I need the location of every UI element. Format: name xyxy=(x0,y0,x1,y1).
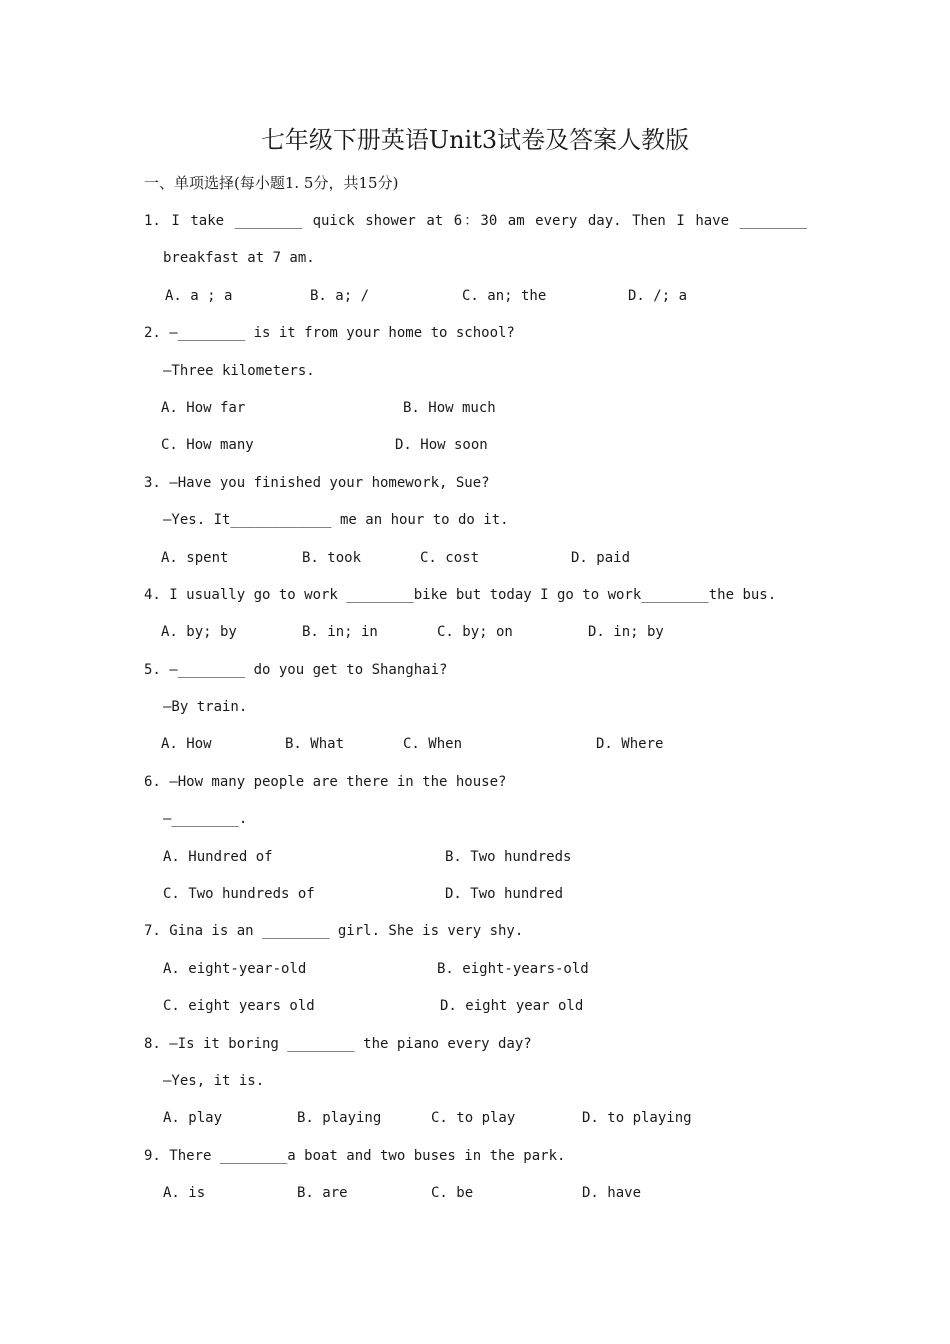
option-b: B. eight-years-old xyxy=(437,960,589,977)
question-6 xyxy=(0,769,950,806)
question-8 xyxy=(0,1031,950,1068)
question-stem: 7. Gina is an ________ girl. She is very shy. xyxy=(144,923,524,940)
options-row xyxy=(0,993,950,1030)
option-b: B. a; / xyxy=(310,287,370,304)
option-a: A. play xyxy=(163,1110,223,1127)
option-d: D. to playing xyxy=(582,1110,692,1127)
question-2 xyxy=(0,320,950,357)
option-c: C. to play xyxy=(431,1110,516,1127)
question-stem: 5. —________ do you get to Shanghai? xyxy=(144,661,448,678)
option-c: C. by; on xyxy=(437,624,513,641)
option-b: B. Two hundreds xyxy=(445,848,572,865)
option-a: A. a ; a xyxy=(165,287,233,304)
options-row xyxy=(0,956,950,993)
question-stem: 2. —________ is it from your home to school? xyxy=(144,325,515,342)
option-c: C. cost xyxy=(420,549,480,566)
option-a: A. eight-year-old xyxy=(163,960,307,977)
option-c: C. Two hundreds of xyxy=(163,886,315,903)
question-7 xyxy=(0,918,950,955)
question-reply: —By train. xyxy=(163,699,248,716)
option-c: C. When xyxy=(403,736,463,753)
option-a: A. How xyxy=(161,736,212,753)
option-b: B. in; in xyxy=(302,624,378,641)
options-row xyxy=(0,1180,950,1217)
question-4 xyxy=(0,582,950,619)
options-row xyxy=(0,1105,950,1142)
question-stem: 1. I take ________ quick shower at 6：30 am every day. Then I have ________ xyxy=(144,213,807,229)
option-c: C. an; the xyxy=(462,287,547,304)
options-row xyxy=(0,881,950,918)
option-a: A. spent xyxy=(161,549,229,566)
question-stem: 3. —Have you finished your homework, Sue? xyxy=(144,474,490,491)
options-row xyxy=(0,545,950,582)
option-d: D. paid xyxy=(571,549,631,566)
option-b: B. What xyxy=(285,736,345,753)
question-reply: —Yes, it is. xyxy=(163,1072,265,1089)
question-list xyxy=(0,208,950,1218)
page-title: 七年级下册英语Unit3试卷及答案人教版 xyxy=(260,126,690,154)
question-1 xyxy=(0,208,950,245)
options-row xyxy=(0,844,950,881)
options-row xyxy=(0,619,950,656)
question-stem: 8. —Is it boring ________ the piano every day? xyxy=(144,1035,532,1052)
question-reply: —Yes. It____________ me an hour to do it. xyxy=(163,512,509,529)
option-a: A. by; by xyxy=(161,624,237,641)
option-d: D. in; by xyxy=(588,624,664,641)
question-stem: 6. —How many people are there in the house? xyxy=(144,773,507,790)
option-d: D. eight year old xyxy=(440,998,584,1015)
options-row xyxy=(0,731,950,768)
option-a: A. Hundred of xyxy=(163,848,273,865)
option-b: B. playing xyxy=(297,1110,382,1127)
option-d: D. Two hundred xyxy=(445,886,564,903)
question-5 xyxy=(0,657,950,694)
question-reply: —Three kilometers. xyxy=(163,362,315,379)
option-c: C. How many xyxy=(161,437,254,454)
options-row xyxy=(0,395,950,432)
option-d: D. How soon xyxy=(395,437,488,454)
question-9 xyxy=(0,1143,950,1180)
option-a: A. How far xyxy=(161,399,246,416)
options-row xyxy=(0,283,950,320)
option-d: D. /; a xyxy=(628,287,688,304)
option-c: C. eight years old xyxy=(163,998,315,1015)
option-c: C. be xyxy=(431,1185,474,1202)
options-row xyxy=(0,432,950,469)
question-stem-continued: breakfast at 7 am. xyxy=(163,250,315,267)
question-3 xyxy=(0,470,950,507)
option-a: A. is xyxy=(163,1185,206,1202)
question-stem: 9. There ________a boat and two buses in the park. xyxy=(144,1147,566,1164)
option-d: D. Where xyxy=(596,736,664,753)
option-b: B. took xyxy=(302,549,362,566)
option-b: B. are xyxy=(297,1185,348,1202)
section-heading: 一、单项选择(每小题1. 5分，共15分) xyxy=(144,174,399,192)
question-reply: —________. xyxy=(163,811,248,828)
question-stem: 4. I usually go to work ________bike but today I go to work________the bus. xyxy=(144,586,777,603)
option-d: D. have xyxy=(582,1185,642,1202)
option-b: B. How much xyxy=(403,399,496,416)
